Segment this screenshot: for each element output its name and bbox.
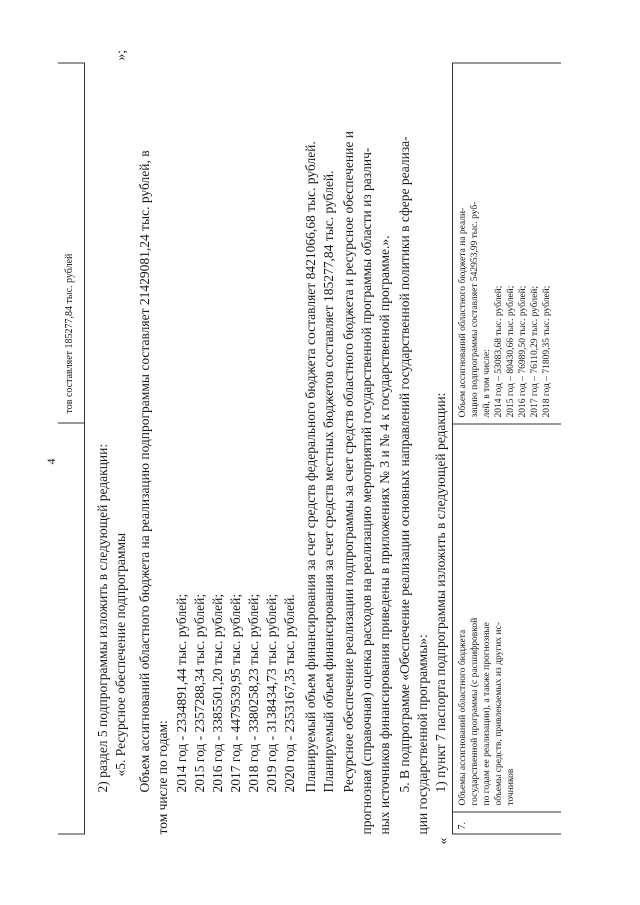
resource-line1: Ресурсное обеспечение реализации подпрограммы за счет средств областного бюджета и ресурсное обеспечение и bbox=[341, 131, 356, 793]
passport-left-line: государственной программы (с расшифровкой bbox=[470, 617, 480, 806]
local-funding: Планируемый объем финансирования за счет средств местных бюджетов составляет 185277,84 тыс. рублей. bbox=[321, 170, 336, 793]
passport-right-line: зацию подпрограммы составляет 542953,99 тыс. руб- bbox=[470, 201, 480, 418]
passport-right-line: Объем ассигнований областного бюджета на реали- bbox=[458, 207, 468, 418]
section5-item1: 1) пункт 7 паспорта подпрограммы изложить в следующей редакции: bbox=[433, 392, 448, 793]
passport-left-cell bbox=[453, 424, 561, 812]
section2-heading: «5. Ресурсное обеспечение подпрограммы bbox=[113, 532, 128, 777]
section2-paragraph-line2: том числе по годам: bbox=[155, 720, 170, 835]
year-line: 2014 год - 2334891,44 тыс. рублей; bbox=[174, 593, 189, 793]
federal-funding: Планируемый объем финансирования за счет средств федерального бюджета составляет 8421066,68 тыс. рублей. bbox=[303, 141, 318, 793]
top-table-fragment bbox=[58, 63, 85, 835]
year-line: 2020 год - 2353167,35 тыс. рублей. bbox=[282, 594, 297, 793]
passport-right-line: лей, в том числе: bbox=[482, 349, 492, 418]
passport-left-line: точников bbox=[506, 768, 516, 806]
top-table-left-cell bbox=[58, 423, 84, 834]
passport-left-line: объемы средств, привлекаемых из других ис- bbox=[494, 622, 504, 806]
passport-right-line: 2018 год – 71809,35 тыс. рублей; bbox=[542, 285, 552, 418]
passport-right-line: 2017 год – 76110,29 тыс. рублей; bbox=[530, 285, 540, 418]
passport-right-cell bbox=[453, 64, 561, 424]
closing-quote: »; bbox=[113, 49, 128, 61]
year-line: 2016 год - 3385501,20 тыс. рублей; bbox=[210, 593, 225, 793]
section2-paragraph-line1: Объем ассигнований областного бюджета на реализацию подпрограммы составляет 21429081,24 тыс. рублей, в bbox=[137, 150, 152, 793]
resource-line3: ных источников финансирования приведены в приложениях № 3 и № 4 к государственной программе.». bbox=[377, 235, 392, 835]
passport-right-line: 2016 год – 76989,50 тыс. рублей; bbox=[518, 285, 528, 418]
top-table-right-cell: тов составляет 185277,84 тыс. рублей bbox=[64, 253, 75, 414]
passport-left-line: Объемы ассигнований областного бюджета bbox=[458, 629, 468, 806]
passport-right-line: 2014 год – 53083,68 тыс. рублей; bbox=[494, 285, 504, 418]
section5-line1: 5. В подпрограмме «Обеспечение реализации основных направлений государственной политики в сфере реализа- bbox=[397, 136, 412, 793]
year-line: 2015 год - 2357288,34 тыс. рублей; bbox=[192, 593, 207, 793]
year-line: 2018 год - 3380258,23 тыс. рублей; bbox=[246, 593, 261, 793]
passport-row-number: 7. bbox=[453, 812, 561, 834]
passport-right-line: 2015 год – 80430,66 тыс. рублей; bbox=[506, 285, 516, 418]
passport-left-line: по годам ее реализации), а также прогнозные bbox=[482, 622, 492, 806]
year-line: 2019 год - 3138434,73 тыс. рублей; bbox=[264, 593, 279, 793]
opening-quote: « bbox=[435, 837, 450, 845]
section2-intro: 2) раздел 5 подпрограммы изложить в следующей редакции: bbox=[95, 443, 110, 793]
page-number: 4 bbox=[44, 458, 58, 465]
resource-line2: прогнозная (справочная) оценка расходов на реализацию мероприятий государственной программы области из различ- bbox=[359, 147, 374, 835]
section5-line2: ции государственной программы»: bbox=[415, 634, 430, 835]
passport-table bbox=[452, 63, 561, 835]
year-line: 2017 год - 4479539,95 тыс. рублей; bbox=[228, 593, 243, 793]
